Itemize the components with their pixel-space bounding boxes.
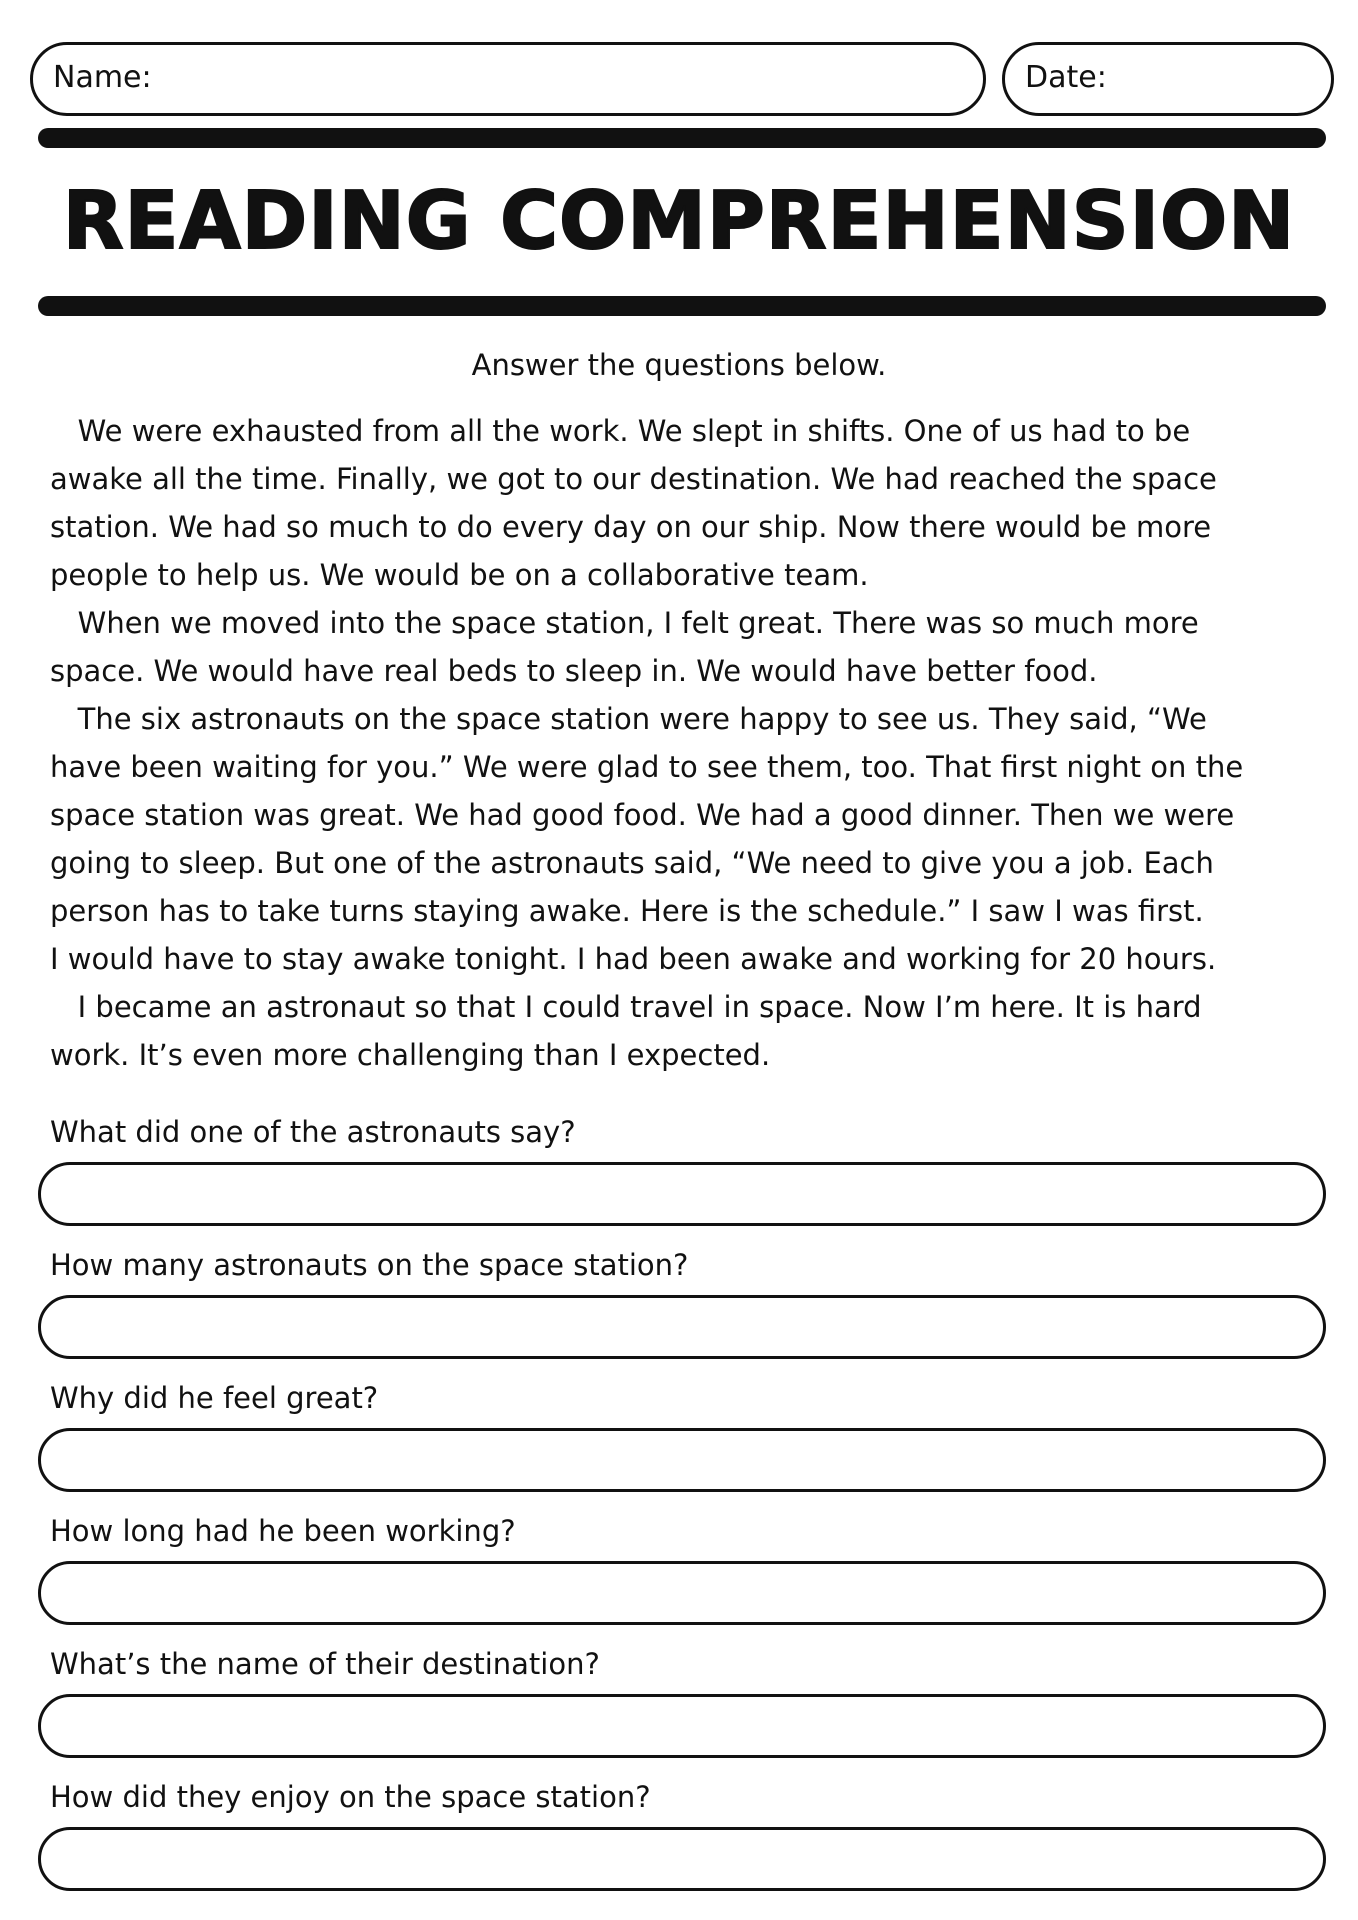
answer-field-4[interactable] xyxy=(38,1561,1326,1625)
passage-line: awake all the time. Finally, we got to our destination. We had reached the space xyxy=(50,462,1217,496)
question-3: Why did he feel great? xyxy=(50,1381,379,1415)
passage-line: I would have to stay awake tonight. I had been awake and working for 20 hours. xyxy=(50,942,1217,976)
passage-line: The six astronauts on the space station were happy to see us. They said, “We xyxy=(50,702,1207,736)
passage-line: space. We would have real beds to sleep in. We would have better food. xyxy=(50,654,1098,688)
answer-field-2[interactable] xyxy=(38,1295,1326,1359)
question-4: How long had he been working? xyxy=(50,1514,516,1548)
passage-line: have been waiting for you.” We were glad to see them, too. That first night on the xyxy=(50,750,1244,784)
passage-line: space station was great. We had good food. We had a good dinner. Then we were xyxy=(50,798,1235,832)
answer-field-3[interactable] xyxy=(38,1428,1326,1492)
bottom-divider xyxy=(38,296,1326,316)
top-divider xyxy=(38,128,1326,148)
passage-line: work. It’s even more challenging than I expected. xyxy=(50,1038,771,1072)
passage-line: When we moved into the space station, I felt great. There was so much more xyxy=(50,606,1199,640)
reading-passage xyxy=(50,407,1338,1079)
answer-field-5[interactable] xyxy=(38,1694,1326,1758)
passage-line: person has to take turns staying awake. Here is the schedule.” I saw I was first. xyxy=(50,894,1204,928)
date-label: Date: xyxy=(1025,60,1107,95)
question-5: What’s the name of their destination? xyxy=(50,1647,600,1681)
answer-field-1[interactable] xyxy=(38,1162,1326,1226)
question-6: How did they enjoy on the space station? xyxy=(50,1780,651,1814)
passage-line: We were exhausted from all the work. We slept in shifts. One of us had to be xyxy=(50,414,1191,448)
answer-field-6[interactable] xyxy=(38,1827,1326,1891)
instruction-text: Answer the questions below. xyxy=(471,348,887,382)
name-label: Name: xyxy=(53,60,152,95)
name-field[interactable] xyxy=(30,42,986,116)
question-1: What did one of the astronauts say? xyxy=(50,1115,576,1149)
passage-line: I became an astronaut so that I could travel in space. Now I’m here. It is hard xyxy=(50,990,1202,1024)
question-2: How many astronauts on the space station? xyxy=(50,1248,689,1282)
passage-line: going to sleep. But one of the astronauts said, “We need to give you a job. Each xyxy=(50,846,1214,880)
page-title: READING COMPREHENSION xyxy=(62,175,1296,267)
date-field[interactable] xyxy=(1002,42,1334,116)
passage-line: station. We had so much to do every day on our ship. Now there would be more xyxy=(50,510,1212,544)
passage-line: people to help us. We would be on a collaborative team. xyxy=(50,558,869,592)
